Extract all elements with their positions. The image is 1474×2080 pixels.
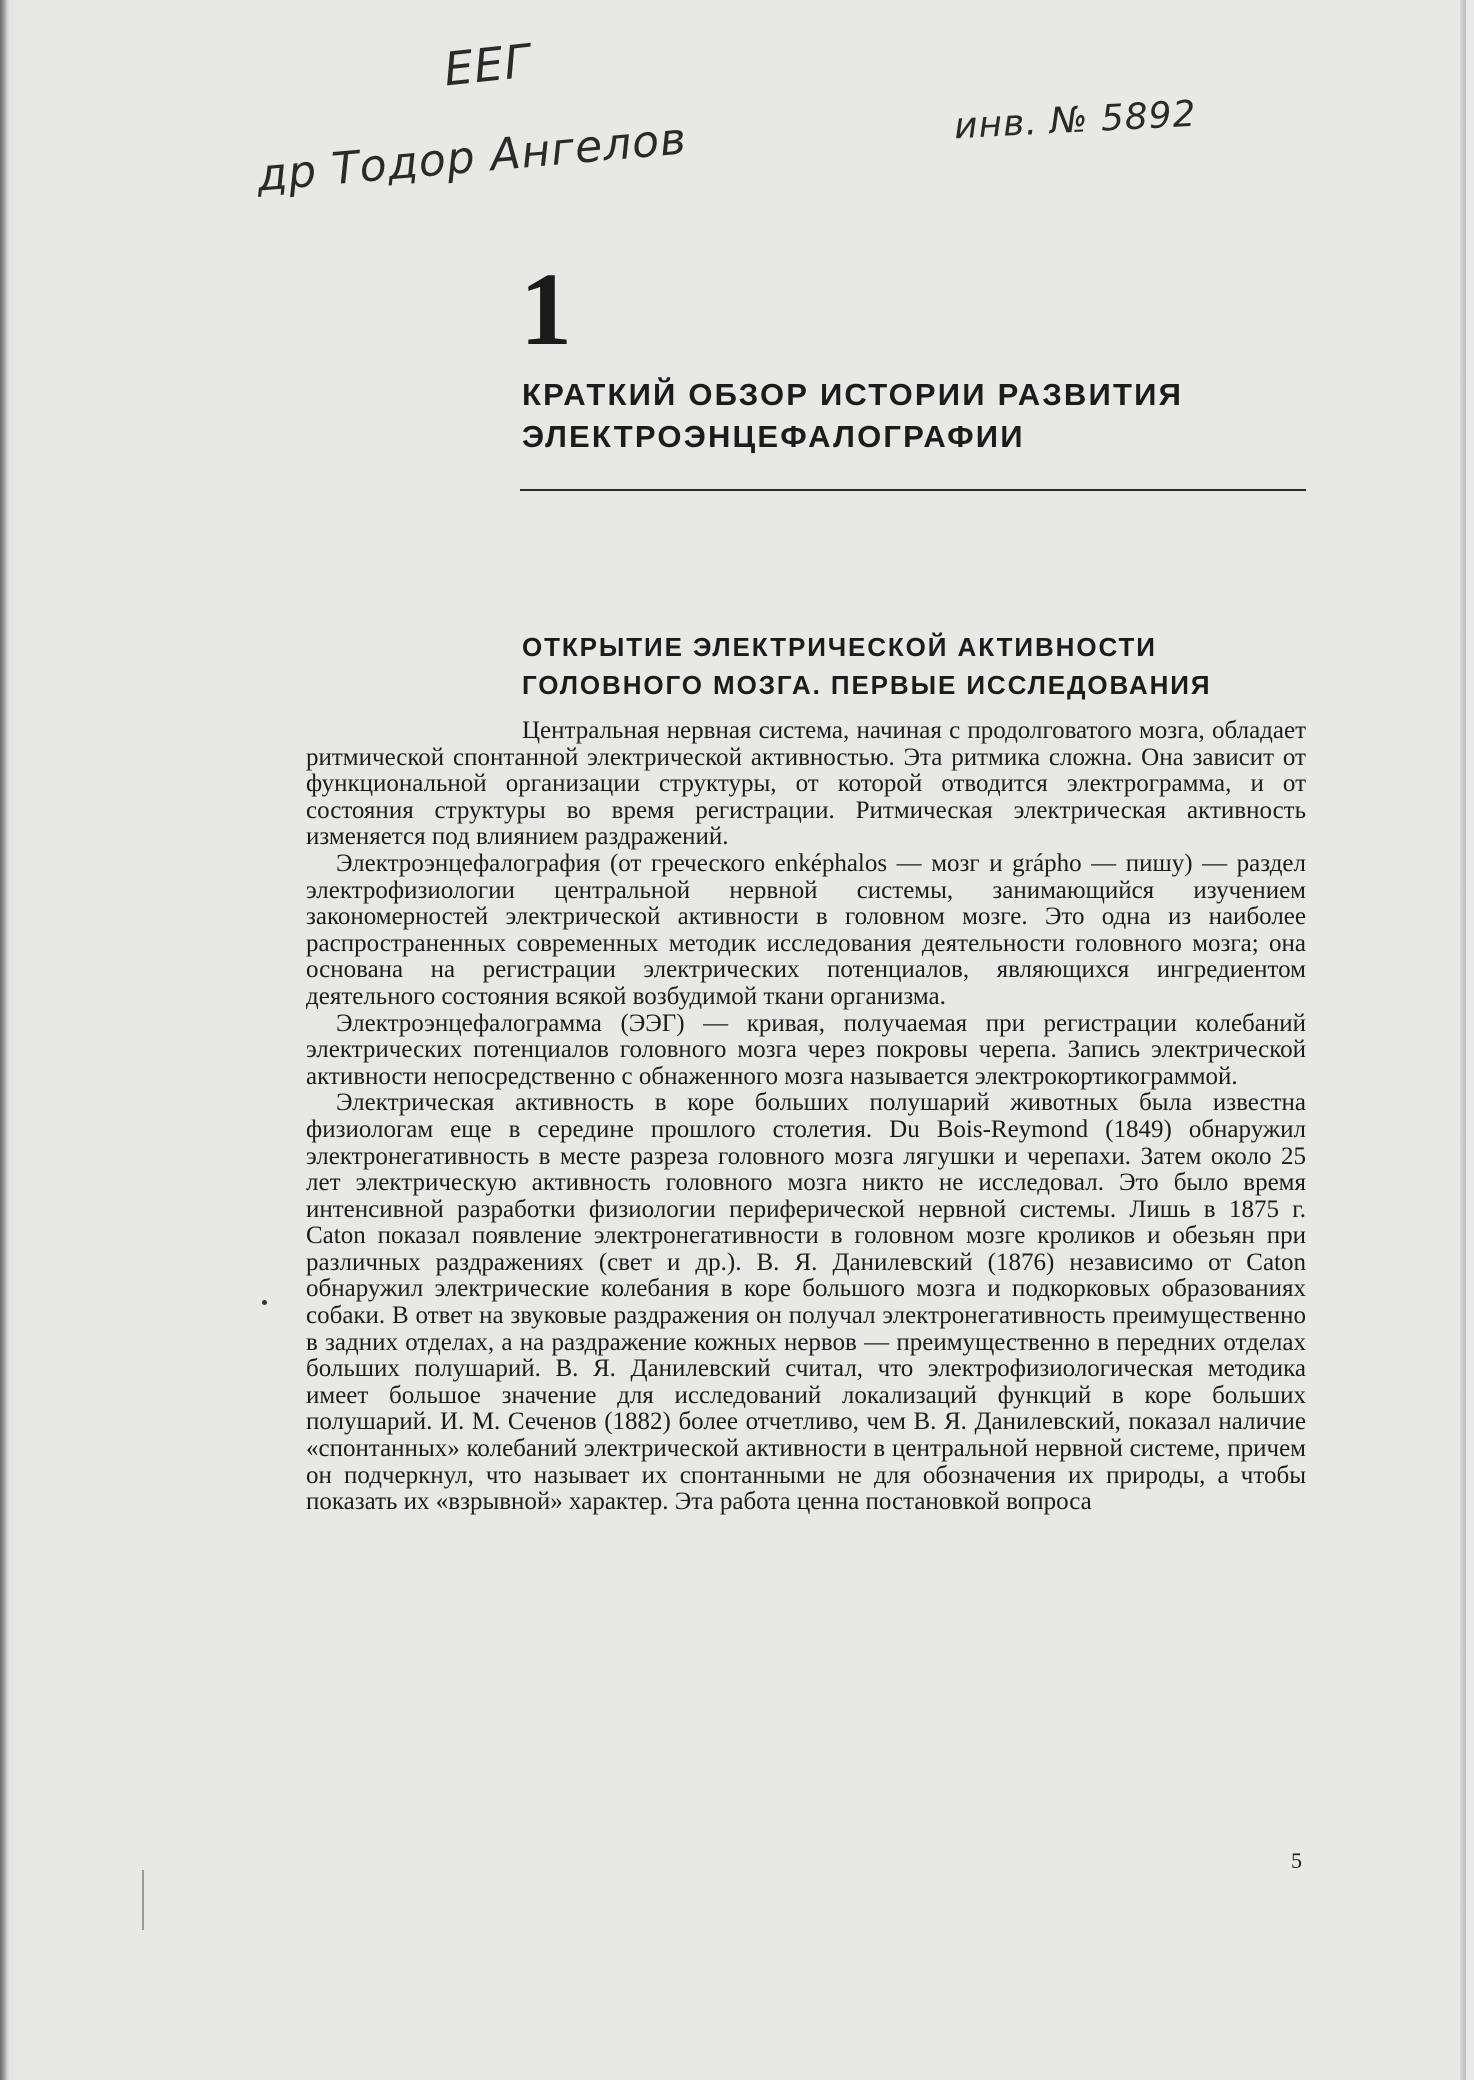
handwritten-note-inventory: инв. № 5892	[953, 93, 1198, 148]
section-title	[522, 628, 1322, 704]
scan-speck	[142, 1870, 144, 1930]
paragraph-4: Электрическая активность в коре больших полушарий животных была известна физиологам еще в середине прошлого столетия. Du Bois-Reymond (1849) обнаружил электронегативность в месте разреза головного мозга лягушки и черепахи. Затем около 25 лет электрическую активность головного мозга никто не исследовал. Это было время интенсивной разработки физиологии периферической нервной системы. Лишь в 1875 г. Caton показал появление электронегативности в головном мозге кроликов и обезьян при различных раздражениях (свет и др.). В. Я. Данилевский (1876) независимо от Caton обнаружил электрические колебания в коре большого мозга и подкорковых образованиях собаки. В ответ на звуковые раздражения он получал электронегативность преимущественно в задних отделах, а на раздражение кожных нервов — преимущественно в передних отделах больших полушарий. В. Я. Данилевский считал, что электрофизиологическая методика имеет большое значение для исследований локализаций функций в коре больших полушарий. И. М. Сеченов (1882) более отчетливо, чем В. Я. Данилевский, показал наличие «спонтанных» колебаний электрической активности в центральной нервной системе, причем он подчеркнул, что называет их спонтанными не для обозначения их природы, а чтобы показать их «взрывной» характер. Эта работа ценна постановкой вопроса	[306, 1089, 1306, 1516]
chapter-divider	[520, 489, 1306, 491]
handwritten-note-author: др Тодор Ангелов	[254, 113, 689, 202]
paragraph-2: Электроэнцефалография (от греческого enképhalos — мозг и grápho — пишу) — раздел электрофизиологии центральной нервной системы, занимающийся изучением закономерностей электрической активности в головном мозге. Это одна из наиболее распространенных современных методик исследования деятельности головного мозга; она основана на регистрации электрических потенциалов, являющихся ингредиентом деятельного состояния всякой возбудимой ткани организма.	[306, 849, 1306, 1010]
chapter-number: 1	[520, 252, 572, 367]
handwritten-note-eeg: ЕЕГ	[441, 33, 534, 97]
chapter-title-line-1: КРАТКИЙ ОБЗОР ИСТОРИИ РАЗВИТИЯ	[522, 377, 1184, 412]
chapter-title	[522, 374, 1322, 458]
paragraph-1: Центральная нервная система, начиная с продолговатого мозга, обладает ритмической спонтанной электрической активностью. Эта ритмика сложна. Она зависит от функциональной организации структуры, от которой отводится электрограмма, и от состояния структуры во время регистрации. Ритмическая электрическая активность изменяется под влиянием раздражений.	[306, 717, 1306, 851]
section-title-line-1: ОТКРЫТИЕ ЭЛЕКТРИЧЕСКОЙ АКТИВНОСТИ	[522, 632, 1157, 662]
book-page	[14, 0, 1466, 2080]
chapter-title-line-2: ЭЛЕКТРОЭНЦЕФАЛОГРАФИИ	[522, 419, 1025, 454]
page-edge	[1460, 0, 1466, 2080]
margin-mark	[262, 1300, 267, 1305]
paragraph-3: Электроэнцефалограмма (ЭЭГ) — кривая, получаемая при регистрации колебаний электрических потенциалов головного мозга через покровы черепа. Запись электрической активности непосредственно с обнаженного мозга называется электрокортикограммой.	[306, 1009, 1306, 1090]
section-title-line-2: ГОЛОВНОГО МОЗГА. ПЕРВЫЕ ИССЛЕДОВАНИЯ	[522, 670, 1212, 700]
body-text	[306, 718, 1306, 1516]
page-number: 5	[1291, 1848, 1302, 1873]
